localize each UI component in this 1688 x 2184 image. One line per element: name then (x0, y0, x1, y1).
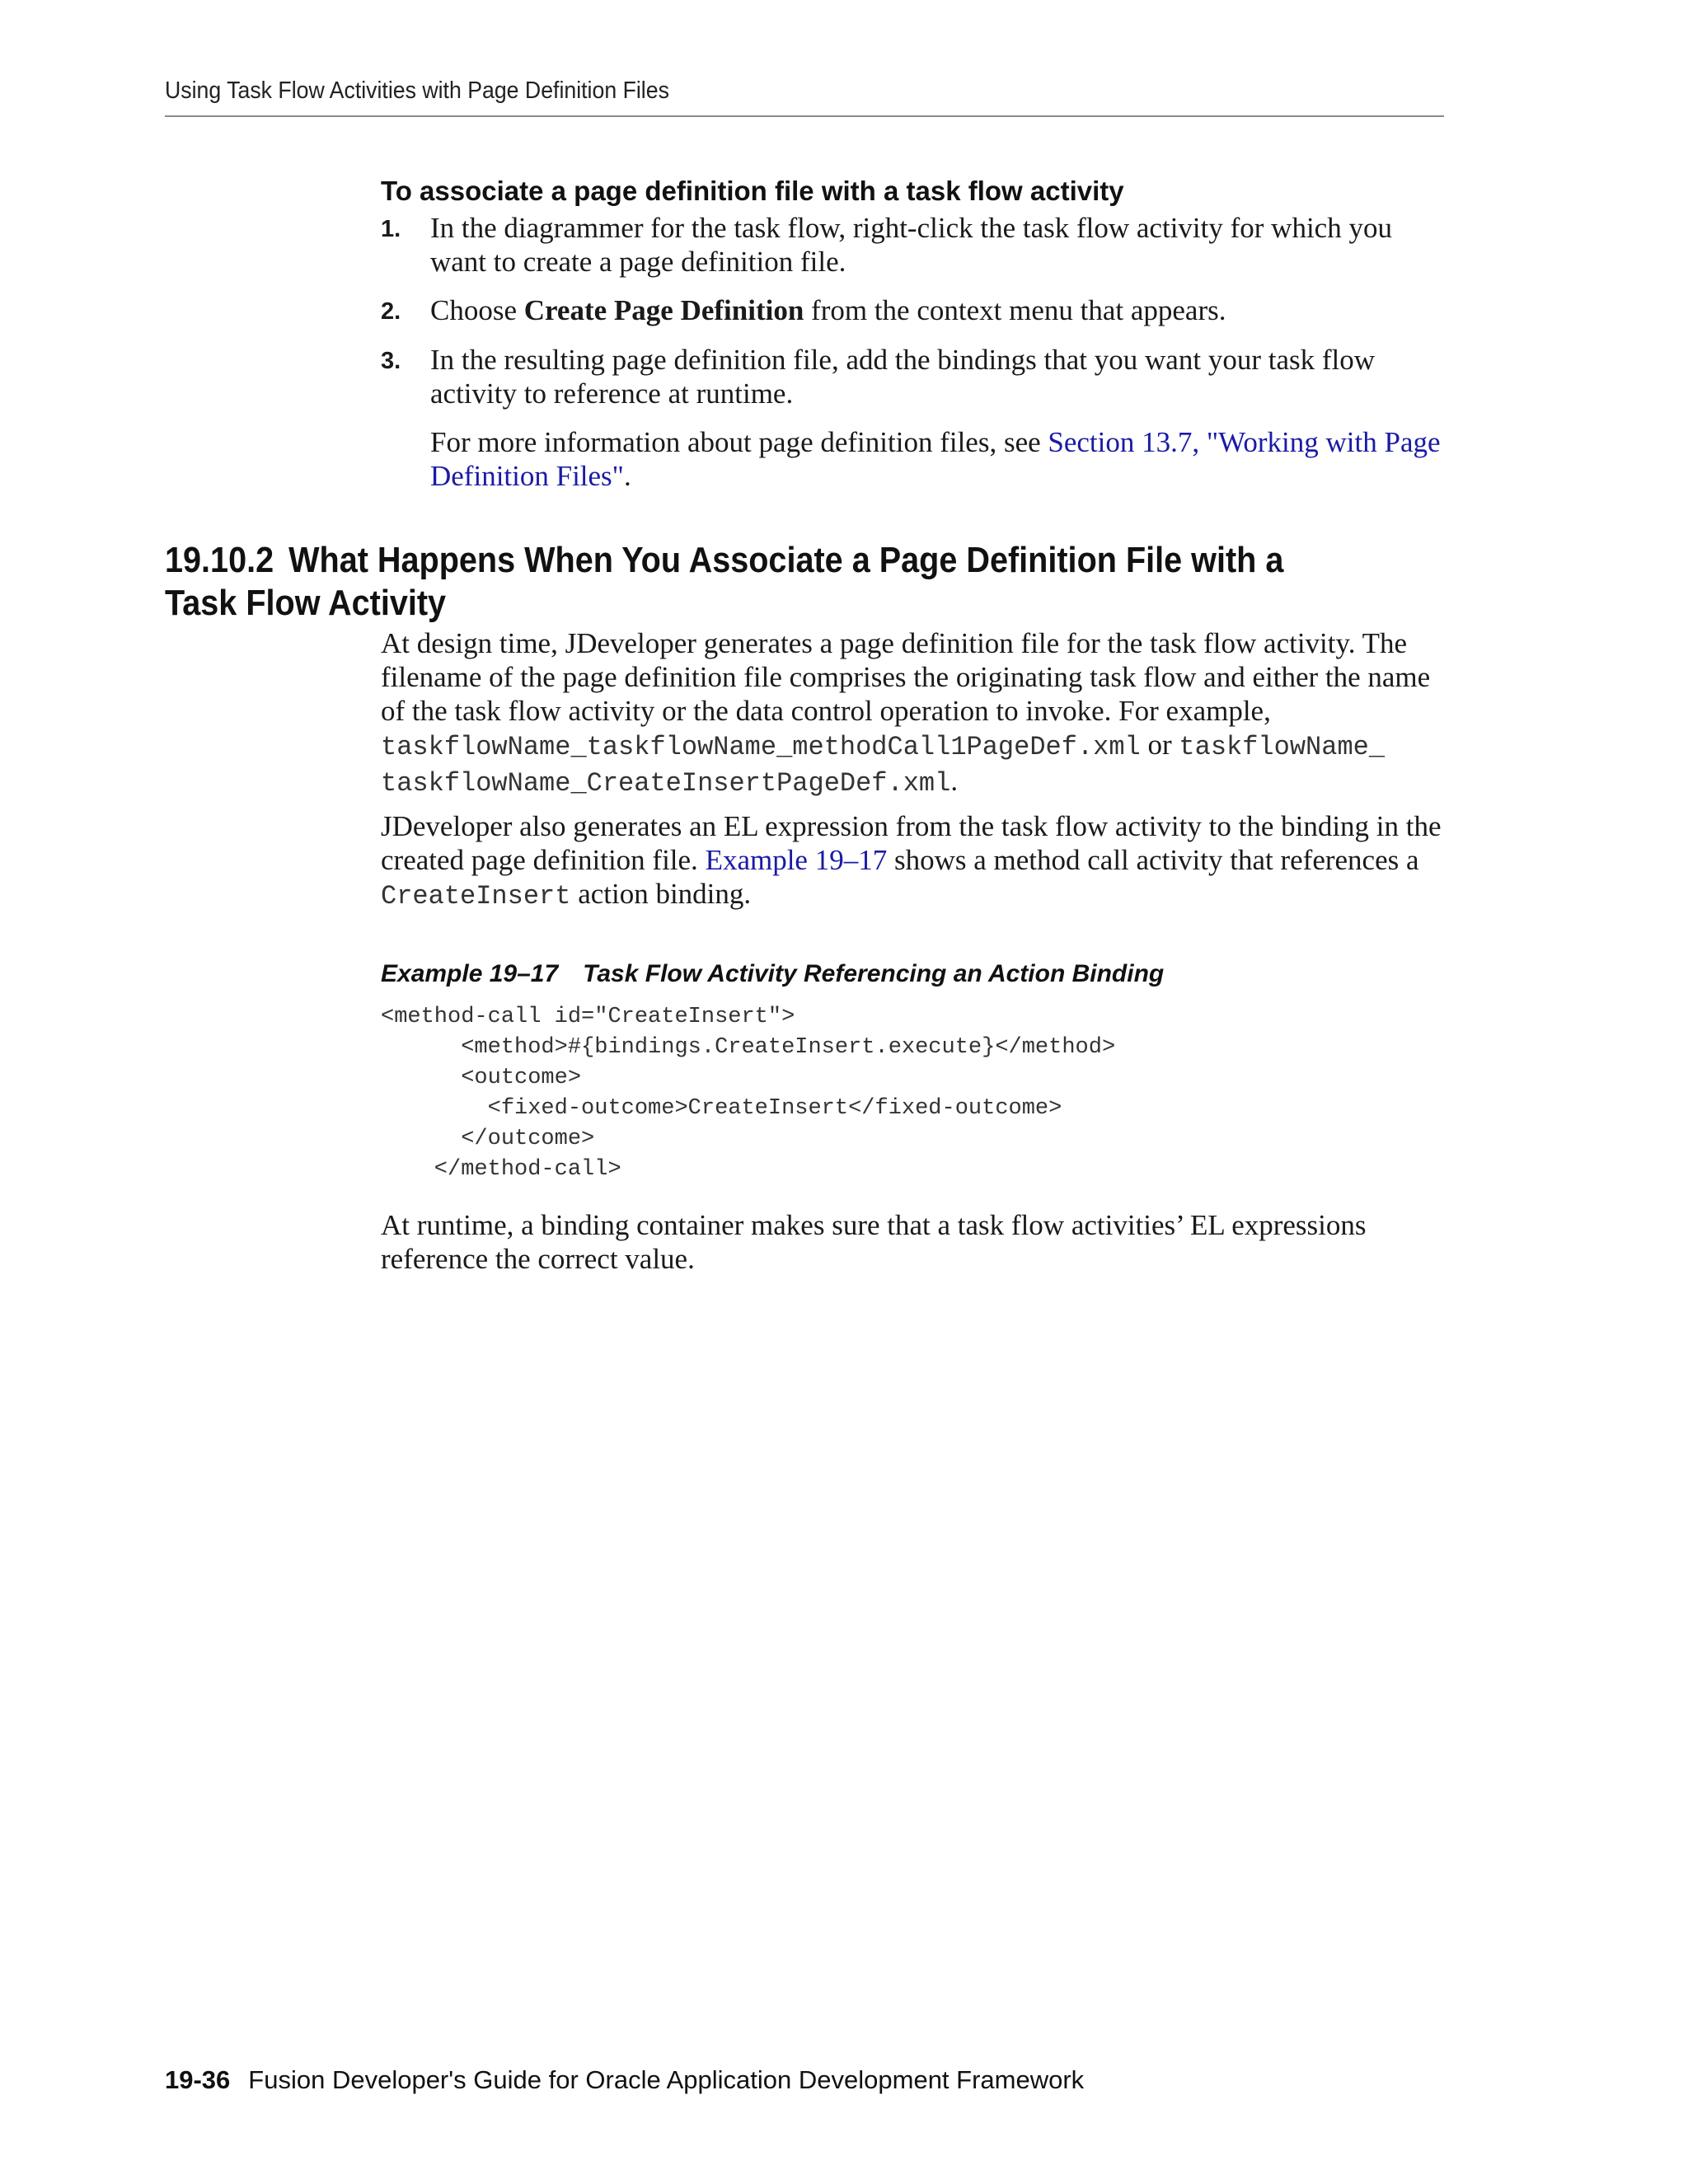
step-number: 1. (381, 216, 401, 242)
code-line: <method-call id="CreateInsert"> (381, 1005, 795, 1029)
para-text: shows a method call activity that references a (887, 844, 1419, 876)
step-number: 2. (381, 298, 401, 325)
section-number: 19.10.2 (165, 540, 274, 580)
code-line: </method-call> (381, 1157, 621, 1182)
example-19-17-link[interactable]: Example 19–17 (705, 844, 888, 876)
procedure-step-1 (381, 211, 1444, 279)
code-line: <fixed-outcome>CreateInsert</fixed-outcome> (381, 1096, 1062, 1121)
step-text-pre: Choose (430, 294, 524, 326)
code-line: <outcome> (381, 1066, 582, 1090)
step-text: In the diagrammer for the task flow, right-click the task flow activity for which you want to create a page definition file. (430, 212, 1392, 278)
filename-code-2b: taskflowName_CreateInsertPageDef.xml (381, 768, 951, 799)
runtime-paragraph: At runtime, a binding container makes sure that a task flow activities’ EL expressions reference the correct value. (381, 1209, 1367, 1275)
step-text-post: from the context menu that appears. (804, 294, 1226, 326)
code-line: </outcome> (381, 1127, 595, 1151)
binding-name-code: CreateInsert (381, 881, 571, 912)
para-text: action binding. (570, 878, 752, 910)
filename-code-1: taskflowName_taskflowName_methodCall1PageDef.xml (381, 732, 1141, 762)
el-expression-paragraph (381, 809, 1452, 913)
step-text: In the resulting page definition file, add the bindings that you want your task flow activity to reference at runtime. (430, 344, 1376, 410)
step-number: 3. (381, 348, 401, 374)
note-pre: For more information about page definition files, see (430, 426, 1048, 458)
example-label: Example 19–17 (381, 960, 559, 987)
para-text: or (1140, 729, 1179, 761)
note-post: . (623, 460, 631, 492)
section-heading (165, 539, 1322, 625)
procedure-note (430, 425, 1452, 493)
code-example (381, 1002, 1115, 1185)
code-line: <method>#{bindings.CreateInsert.execute}</method> (381, 1035, 1116, 1060)
page-footer (165, 2064, 1084, 2096)
running-header: Using Task Flow Activities with Page Definition Files (165, 77, 669, 104)
para-text: JDeveloper also generates an EL expression from the task flow activity to the binding in the created page definition file. (381, 810, 1442, 876)
procedure-step-2 (381, 293, 1444, 327)
para-text: . (950, 765, 959, 797)
example-title: Task Flow Activity Referencing an Action Binding (583, 960, 1165, 987)
filename-code-2a: taskflowName_ (1179, 732, 1386, 762)
page-number: 19-36 (165, 2065, 231, 2094)
menu-item-name: Create Page Definition (523, 294, 804, 326)
example-caption (381, 959, 1164, 989)
para-text: At design time, JDeveloper generates a page definition file for the task flow activity. The filename of the page definition file comprises the originating task flow and either the name of the task flow activity or the data control operation to invoke. For example, (381, 627, 1431, 727)
header-rule (165, 115, 1444, 117)
procedure-step-3 (381, 343, 1444, 410)
design-time-paragraph (381, 626, 1452, 800)
step-text (430, 293, 1444, 327)
section-title: What Happens When You Associate a Page Definition File with a Task Flow Activity (165, 540, 1284, 623)
section-13-7-link[interactable]: Section 13.7, "Working with Page Definition Files" (430, 426, 1441, 492)
book-title: Fusion Developer's Guide for Oracle Application Development Framework (248, 2065, 1085, 2094)
procedure-heading: To associate a page definition file with a task flow activity (381, 176, 1124, 206)
